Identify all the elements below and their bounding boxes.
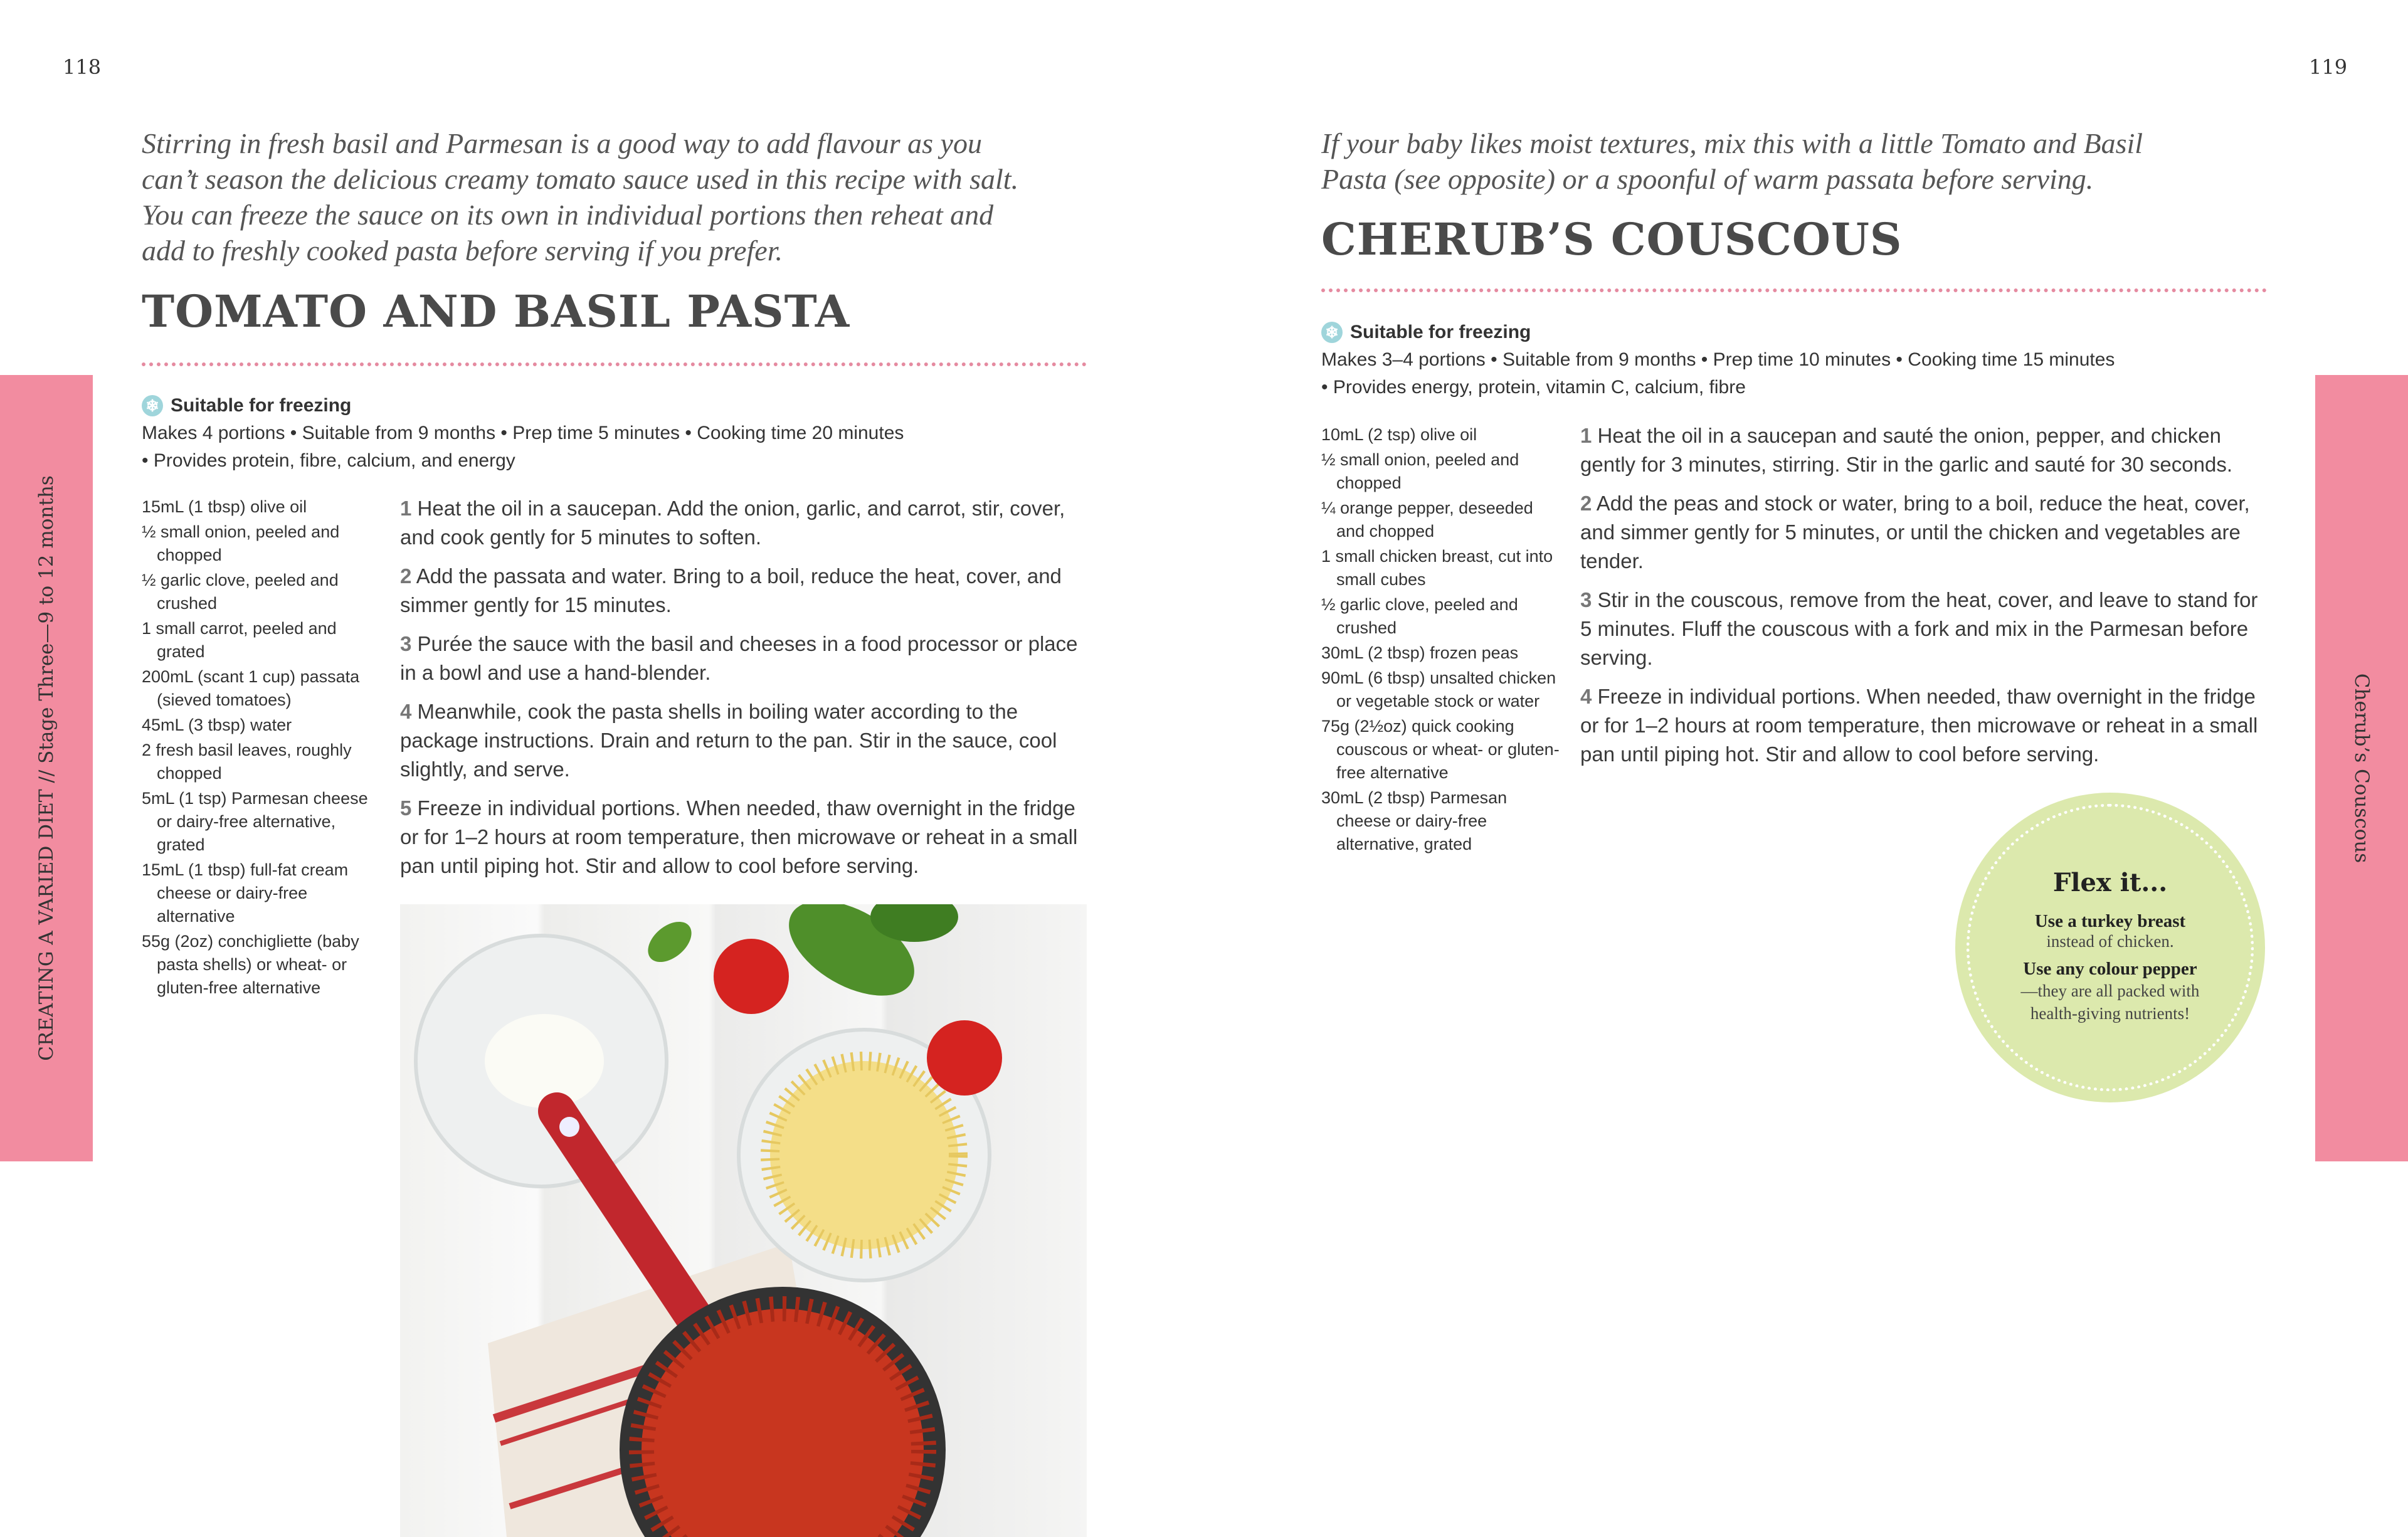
step-number: 3 [400, 632, 412, 655]
ingredient-item: 1 small chicken breast, cut into small cubes [1321, 547, 1553, 589]
flex-title: Flex it... [2052, 868, 2168, 897]
step-number: 5 [400, 796, 412, 820]
step-number: 4 [400, 700, 412, 723]
ingredient-item: 75g (2½oz) quick cooking couscous or wheat- or gluten-free alternative [1321, 717, 1560, 782]
method-step [400, 630, 1090, 687]
intro-text: If your baby likes moist textures, mix this with a little Tomato and Basil Pasta (see opposite) or a spoonful of warm passata before serving. [1321, 127, 2143, 195]
ingredient-item: ½ small onion, peeled and chopped [1321, 450, 1519, 492]
ingredient-item: ¼ orange pepper, deseeded and chopped [1321, 499, 1533, 541]
side-tab-right [2315, 375, 2408, 1161]
recipe-title: CHERUB’S COUSCOUS [1321, 213, 1903, 265]
method-step [400, 794, 1090, 880]
method-step [400, 697, 1090, 784]
step-text: Heat the oil in a saucepan and sauté the onion, pepper, and chicken gently for 3 minutes, stirring. Stir in the garlic and sauté for 30 seconds. [1580, 424, 2233, 476]
snowflake-icon: ❄ [142, 395, 163, 416]
step-text: Stir in the couscous, remove from the heat, cover, and leave to stand for 5 minutes. Fluff the couscous with a fork and mix in the Parmesan before serving. [1580, 588, 2258, 669]
tomato [714, 939, 789, 1014]
intro-text: Stirring in fresh basil and Parmesan is a good way to add flavour as you can’t season the delicious creamy tomato sauce used in this recipe with salt. You can freeze the sauce on its own in individual portions then reheat and add to freshly cooked pasta before serving if you prefer. [142, 127, 1019, 267]
flex-tip-text: instead of chicken. [2046, 932, 2174, 951]
ingredients-list [1321, 423, 1560, 858]
method-step [400, 562, 1090, 620]
step-number: 1 [1580, 424, 1592, 447]
ingredients-list [142, 495, 374, 1001]
side-tab-left [0, 375, 93, 1161]
freezing-label: Suitable for freezing [1350, 322, 1531, 342]
ingredient-item: 5mL (1 tsp) Parmesan cheese or dairy-free alternative, grated [142, 789, 368, 854]
flex-tip-bold: Use a turkey breast [2034, 911, 2186, 931]
method-step [1580, 586, 2267, 672]
method-step [1580, 421, 2267, 479]
ingredient-item: 55g (2oz) conchigliette (baby pasta shells) or wheat- or gluten-free alternative [142, 932, 359, 997]
step-text: Meanwhile, cook the pasta shells in boiling water according to the package instructions. Drain and return to the pan. Stir in the sauce, cool slightly, and serve. [400, 700, 1057, 781]
ingredient-item: ½ garlic clove, peeled and crushed [142, 571, 339, 613]
ingredient-item: 10mL (2 tsp) olive oil [1321, 425, 1477, 444]
method-step [400, 494, 1090, 552]
step-text: Add the peas and stock or water, bring to a boil, reduce the heat, cover, and simmer gently for 5 minutes, or until the chicken and vegetables are tender. [1580, 492, 2250, 573]
ingredient-item: ½ garlic clove, peeled and crushed [1321, 595, 1518, 637]
snowflake-icon: ❄ [1321, 322, 1343, 343]
page-number-right: 119 [2309, 55, 2348, 79]
method-steps [400, 494, 1090, 890]
step-text: Heat the oil in a saucepan. Add the onion, garlic, and carrot, stir, cover, and cook gently for 5 minutes to soften. [400, 497, 1065, 549]
method-step [1580, 682, 2267, 769]
recipe-photo [400, 904, 1087, 1537]
recipe-meta [1321, 319, 2115, 401]
step-number: 2 [1580, 492, 1592, 515]
recipe-meta [142, 392, 904, 475]
freezing-label: Suitable for freezing [171, 395, 352, 416]
dotted-divider [1321, 288, 2267, 292]
ingredient-item: ½ small onion, peeled and chopped [142, 522, 340, 564]
step-number: 4 [1580, 685, 1592, 708]
meta-line: • Provides protein, fibre, calcium, and energy [142, 450, 515, 471]
ingredient-item: 30mL (2 tbsp) Parmesan cheese or dairy-free alternative, grated [1321, 788, 1508, 853]
ingredient-item: 1 small carrot, peeled and grated [142, 619, 337, 661]
ingredient-item: 30mL (2 tbsp) frozen peas [1321, 643, 1519, 662]
ingredient-item: 2 fresh basil leaves, roughly chopped [142, 741, 352, 783]
dotted-divider [142, 362, 1087, 366]
step-number: 2 [400, 564, 412, 588]
step-number: 3 [1580, 588, 1592, 611]
step-text: Freeze in individual portions. When needed, thaw overnight in the fridge or for 1–2 hours at room temperature, then microwave or reheat in a small pan until piping hot. Stir and allow to cool before serving. [400, 796, 1078, 877]
ingredient-item: 45mL (3 tbsp) water [142, 716, 292, 734]
tomato [927, 1020, 1002, 1096]
page-number-left: 118 [63, 55, 102, 79]
ingredient-item: 200mL (scant 1 cup) passata (sieved tomatoes) [142, 667, 360, 709]
recipe-title: TOMATO AND BASIL PASTA [142, 285, 850, 337]
ingredient-item: 15mL (1 tbsp) olive oil [142, 497, 307, 516]
ingredient-item: 15mL (1 tbsp) full-fat cream cheese or dairy-free alternative [142, 860, 349, 926]
side-tab-label: CREATING A VARIED DIET // Stage Three—9 to 12 months [35, 475, 58, 1061]
step-text: Add the passata and water. Bring to a boil, reduce the heat, cover, and simmer gently for 15 minutes. [400, 564, 1062, 616]
flex-tip-bold: Use any colour pepper [2023, 959, 2197, 979]
meta-line: Makes 3–4 portions • Suitable from 9 months • Prep time 10 minutes • Cooking time 15 minutes [1321, 349, 2115, 370]
meta-line: Makes 4 portions • Suitable from 9 months • Prep time 5 minutes • Cooking time 20 minutes [142, 423, 904, 443]
method-step [1580, 489, 2267, 576]
step-text: Freeze in individual portions. When needed, thaw overnight in the fridge or for 1–2 hours at room temperature, then microwave or reheat in a small pan until piping hot. Stir and allow to cool before serving. [1580, 685, 2258, 766]
side-tab-label: Cherub’s Couscous [2350, 673, 2373, 864]
flex-it-callout [1955, 793, 2265, 1102]
meta-line: • Provides energy, protein, vitamin C, calcium, fibre [1321, 377, 1746, 398]
method-steps [1580, 421, 2267, 779]
step-number: 1 [400, 497, 412, 520]
flex-tip-text: —they are all packed with health-giving nutrients! [2020, 981, 2200, 1023]
ingredient-item: 90mL (6 tbsp) unsalted chicken or vegetable stock or water [1321, 668, 1556, 710]
step-text: Purée the sauce with the basil and cheeses in a food processor or place in a bowl and use a hand-blender. [400, 632, 1078, 684]
